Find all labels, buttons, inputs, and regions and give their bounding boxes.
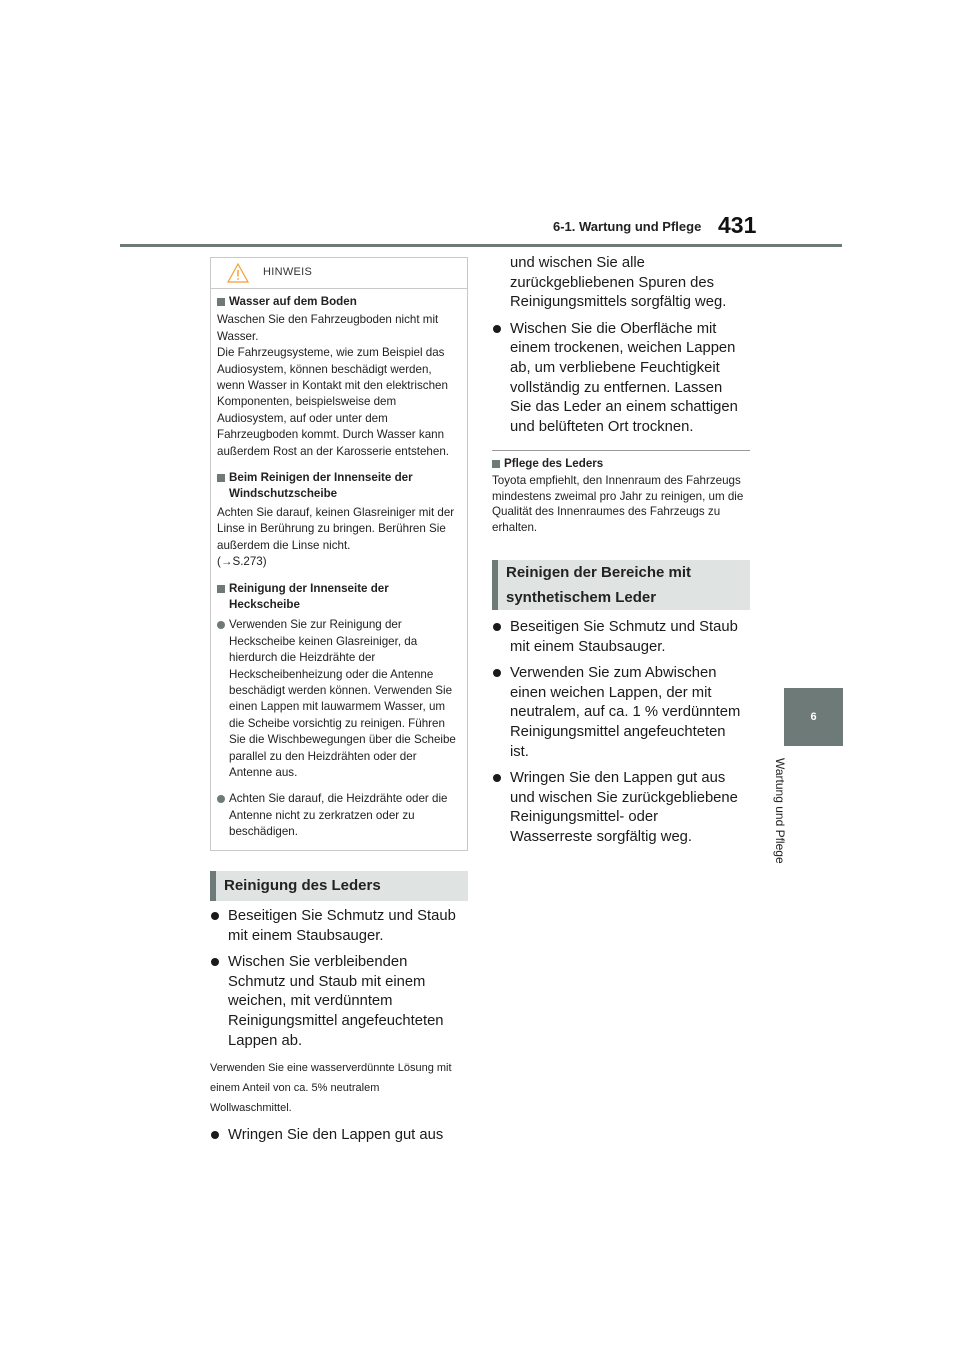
list-item: Beseitigen Sie Schmutz und Staub mit einem Staubsauger.: [210, 907, 460, 946]
notice-title: HINWEIS: [263, 266, 313, 278]
synthetic-leather-instructions: [492, 618, 742, 855]
chapter-tab: 6: [784, 688, 843, 746]
notice-text: Waschen Sie den Fahrzeugboden nicht mit Wasser.: [217, 313, 439, 343]
notice-heading-rear-window: Reinigung der Innenseite der Heckscheibe: [217, 581, 461, 614]
care-heading: Pflege des Leders: [492, 456, 750, 471]
notice-heading-windshield: Beim Reinigen der Innenseite der Windschutzscheibe: [217, 470, 461, 503]
list-item: Wischen Sie verbleibenden Schmutz und Staub mit einem weichen, mit verdünntem Reinigungsmittel angefeuchteten Lappen ab.: [210, 953, 460, 1051]
list-item: Beseitigen Sie Schmutz und Staub mit einem Staubsauger.: [492, 618, 742, 657]
care-text: Toyota empfiehlt, den Innenraum des Fahrzeugs mindestens zweimal pro Jahr zu reinigen, um die Qualität des Innenraumes des Fahrzeugs zu erhalten.: [492, 474, 744, 534]
list-item: Wringen Sie den Lappen gut aus und wischen Sie zurückgebliebene Reinigungsmittel- oder Wasserreste sorgfältig weg.: [492, 769, 742, 847]
notice-text: Achten Sie darauf, keinen Glasreiniger mit der Linse in Berührung zu bringen. Berühren Sie außerdem die Linse nicht.: [217, 505, 455, 552]
leather-care-block: [492, 456, 750, 535]
header-rule: [120, 244, 842, 247]
chapter-side-label-text: Wartung und Pflege: [773, 758, 787, 864]
divider: [492, 450, 750, 451]
section-heading-synthetic-leather: Reinigen der Bereiche mit synthetischem Leder: [492, 560, 750, 610]
list-item: Wringen Sie den Lappen gut aus: [210, 1126, 460, 1146]
notice-heading-water: Wasser auf dem Boden: [217, 294, 461, 310]
leather-instructions-continued: [492, 254, 742, 444]
notice-bullet: Achten Sie darauf, die Heizdrähte oder die Antenne nicht zu zerkratzen oder zu beschädigen.: [217, 791, 461, 840]
warning-triangle-icon: [227, 263, 249, 283]
leather-note: Verwenden Sie eine wasserverdünnte Lösung mit einem Anteil von ca. 5% neutralem Wollwaschmittel.: [210, 1062, 452, 1115]
notice-text: Die Fahrzeugsysteme, wie zum Beispiel das Audiosystem, können beschädigt werden, wenn Wasser in Kontakt mit den elektrischen Komponenten, beispielsweise dem Audiosystem, auf oder unter dem Fahrzeugboden kommt. Durch Wasser kann außerdem Rost an der Karosserie entstehen.: [217, 346, 449, 458]
list-item: Wischen Sie die Oberfläche mit einem trockenen, weichen Lappen ab, um verbliebene Feuchtigkeit vollständig zu entfernen. Lassen Sie das Leder an einem schattigen und belüfteten Ort trocknen.: [492, 320, 742, 438]
list-item-continuation: und wischen Sie alle zurückgebliebenen Spuren des Reinigungsmittels sorgfältig weg.: [510, 255, 727, 311]
section-heading-leather: Reinigung des Leders: [210, 871, 468, 901]
notice-box: [210, 257, 468, 851]
notice-bullet: Verwenden Sie zur Reinigung der Heckscheibe keinen Glasreiniger, da hierdurch die Heizdrähte der Heckscheibenheizung oder die Antenne beschädigt werden können. Verwenden Sie einen Lappen mit lauwarmem Wasser, um die Scheibe vorsichtig zu reinigen. Führen Sie die Wischbewegungen über die Scheibe parallel zu den Heizdrähten oder der Antenne aus.: [217, 617, 461, 781]
page-reference: (→S.273): [217, 555, 267, 569]
running-header-section: 6-1. Wartung und Pflege: [553, 219, 702, 234]
list-item: Verwenden Sie zum Abwischen einen weichen Lappen, der mit neutralem, auf ca. 1 % verdünntem Reinigungsmittel angefeuchteten ist.: [492, 664, 742, 762]
notice-header: [211, 258, 467, 289]
chapter-side-label: [773, 758, 805, 888]
page-number: 431: [718, 212, 757, 238]
leather-instructions: [210, 907, 460, 1153]
notice-body: [217, 294, 461, 849]
